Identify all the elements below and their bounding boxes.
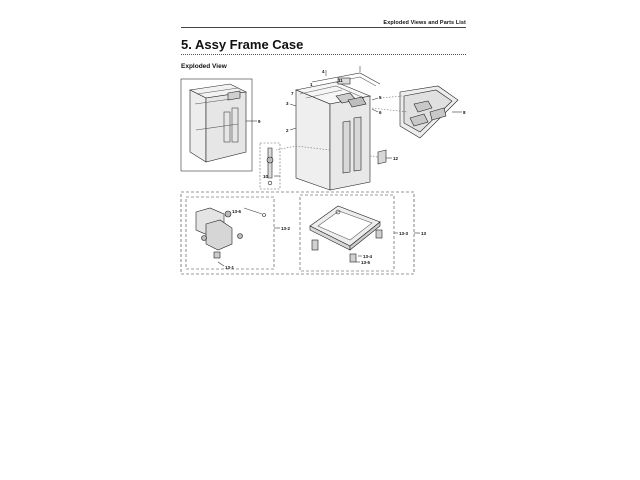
callout-13-2: 13-2 bbox=[281, 226, 291, 231]
callout-4: 4 bbox=[322, 69, 325, 74]
exploded-view-heading: Exploded View bbox=[181, 63, 227, 70]
callout-11: 11 bbox=[338, 78, 343, 83]
callout-3: 3 bbox=[286, 101, 289, 106]
callout-13-4: 13-4 bbox=[363, 254, 373, 259]
cabinet-frame bbox=[296, 82, 370, 190]
callout-7: 7 bbox=[291, 91, 294, 96]
callout-13-5: 13-5 bbox=[361, 260, 371, 265]
callout-2: 2 bbox=[286, 128, 289, 133]
back-panel bbox=[400, 86, 458, 138]
callout-8: 8 bbox=[463, 110, 466, 115]
bracket-part bbox=[378, 150, 386, 164]
page-title: 5. Assy Frame Case bbox=[181, 37, 304, 52]
callout-13: 13 bbox=[421, 231, 427, 236]
callout-13-6: 13-6 bbox=[232, 209, 242, 214]
valve-cluster bbox=[196, 208, 266, 258]
callout-12: 12 bbox=[393, 156, 399, 161]
running-header: Exploded Views and Parts List bbox=[383, 20, 466, 26]
callout-6: 6 bbox=[379, 110, 382, 115]
callout-5: 5 bbox=[379, 95, 382, 100]
callout-13-1: 13-1 bbox=[225, 265, 235, 270]
callout-13-3: 13-3 bbox=[399, 231, 409, 236]
callout-10: 10 bbox=[263, 174, 269, 179]
callout-9: 9 bbox=[258, 119, 261, 124]
cabinet-inset-box bbox=[181, 79, 252, 171]
callout-1: 1 bbox=[310, 82, 313, 87]
drain-hose-part bbox=[260, 143, 280, 189]
